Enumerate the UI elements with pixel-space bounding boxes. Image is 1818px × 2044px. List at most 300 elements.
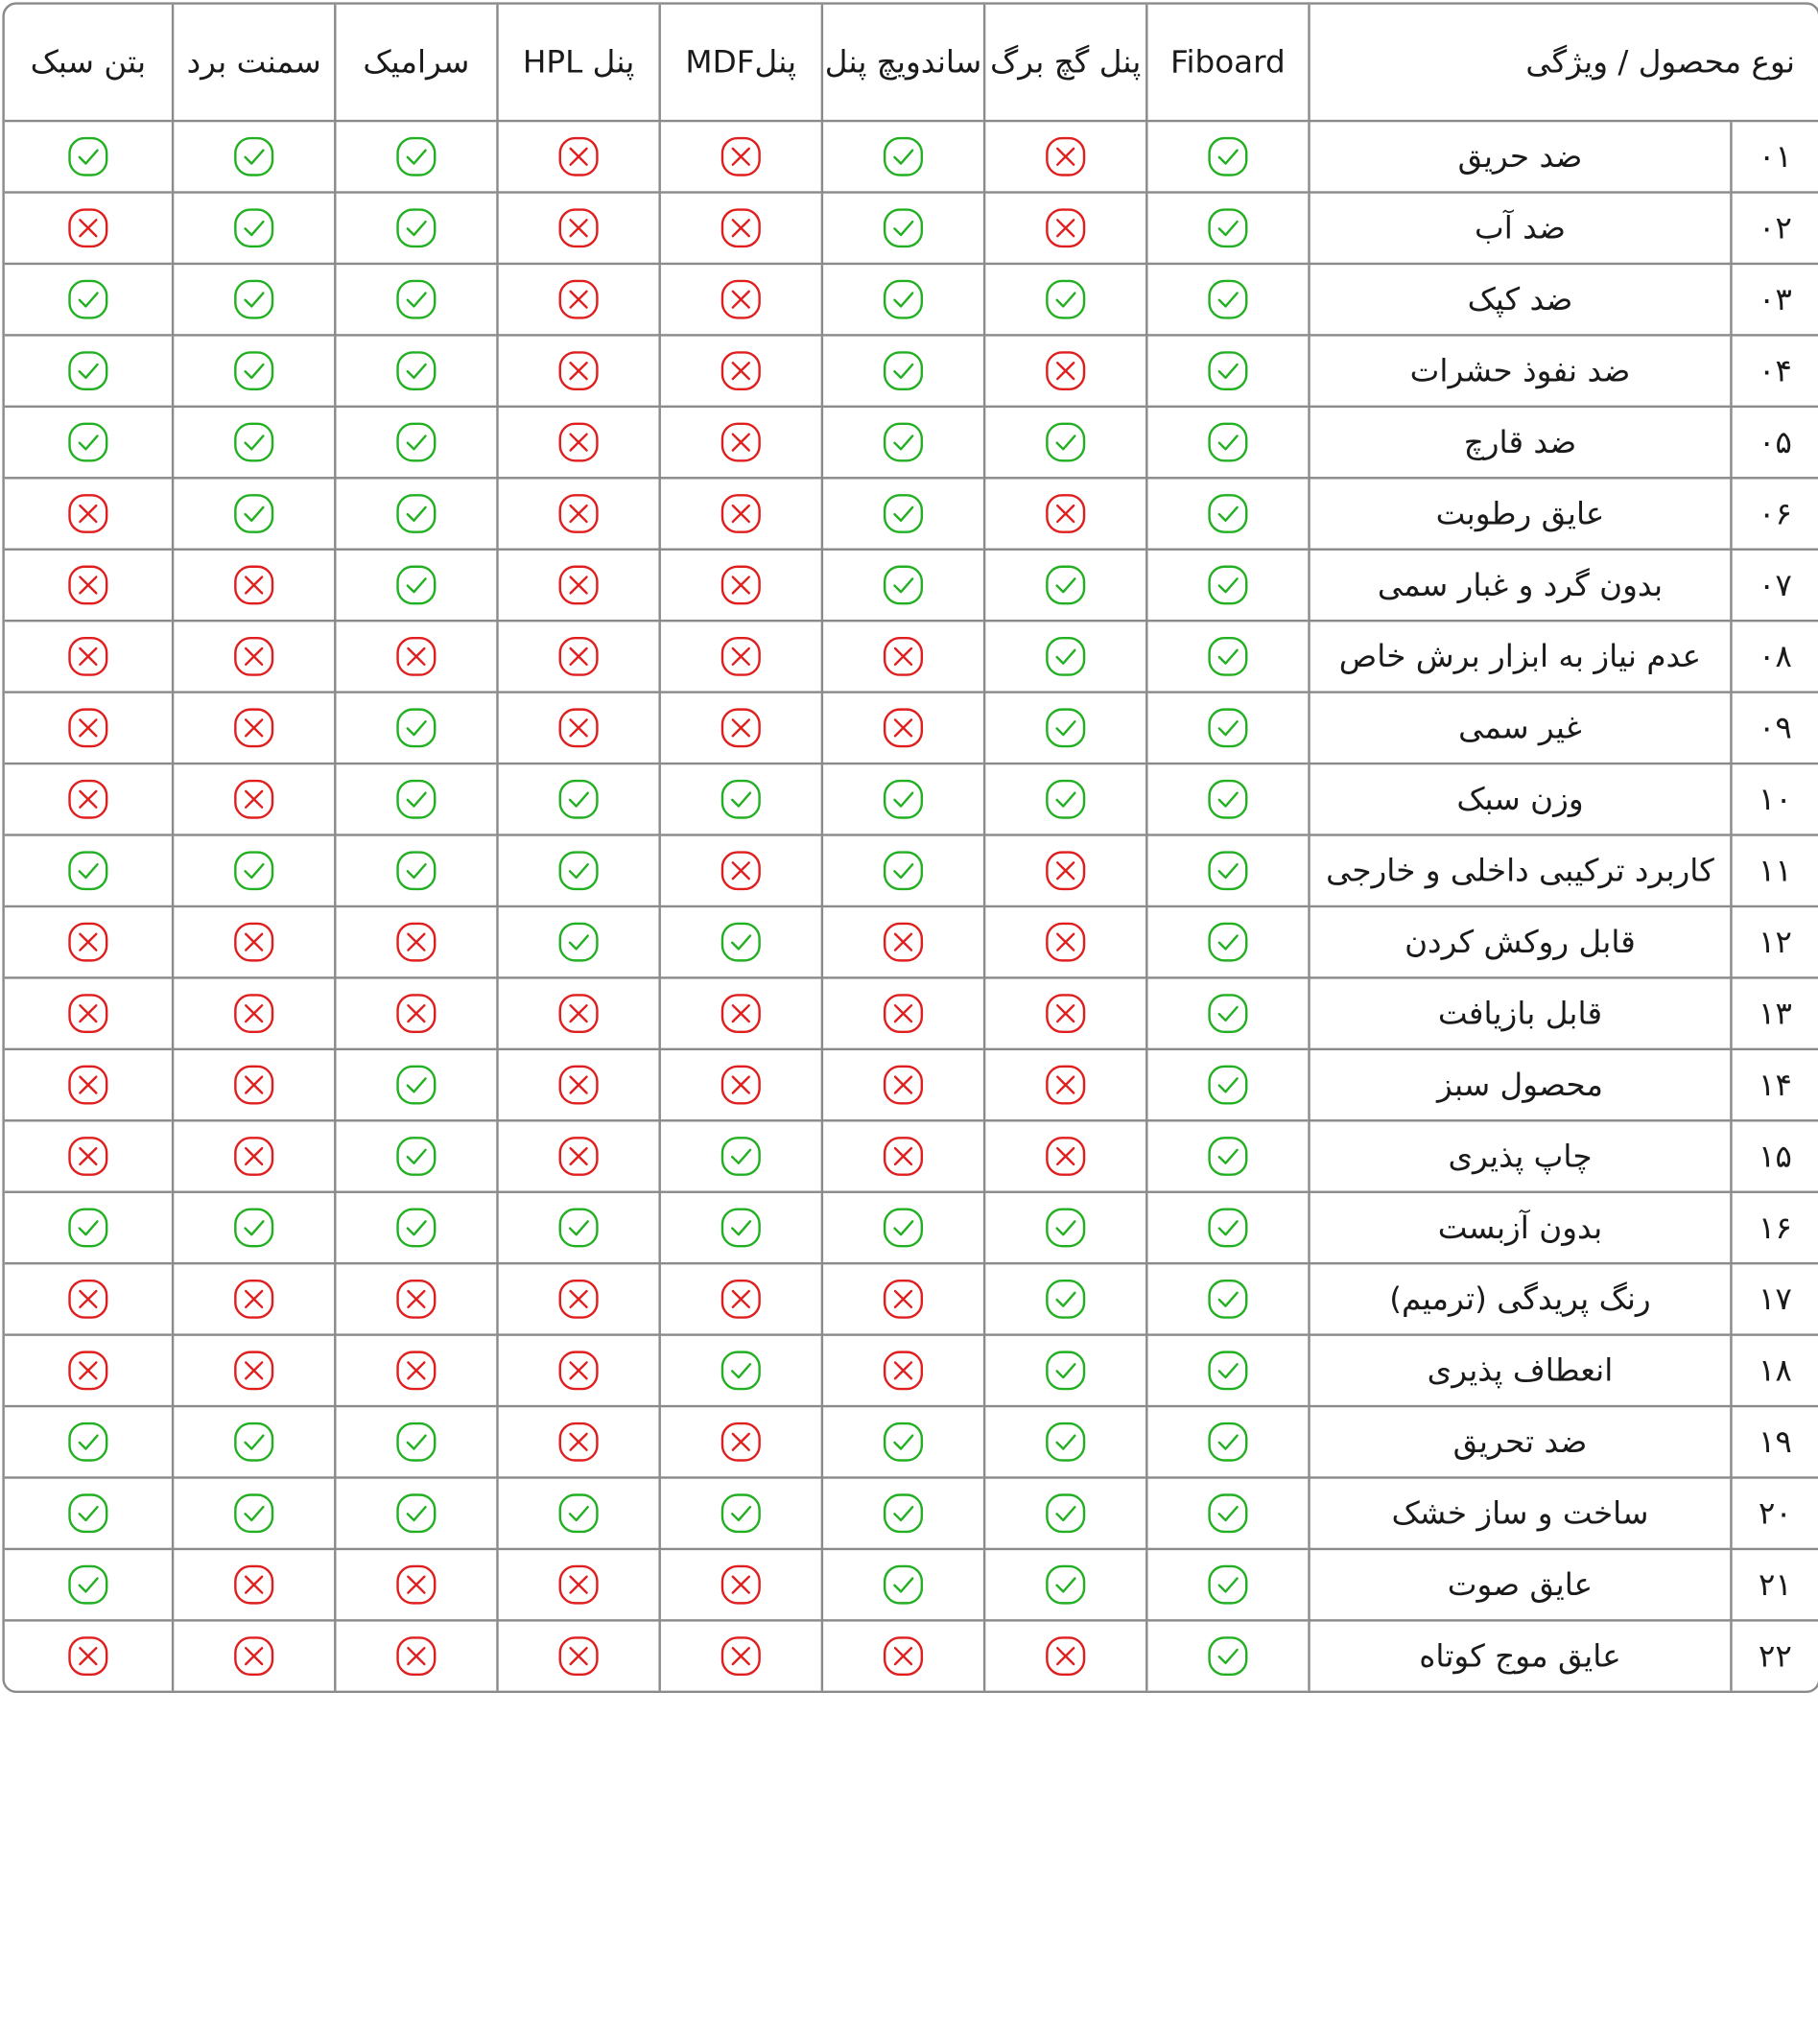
- value-cell: [496, 194, 658, 265]
- table-row: [5, 764, 1818, 835]
- value-cell: [334, 337, 496, 408]
- value-cell: [983, 479, 1145, 550]
- value-cell: [334, 1121, 496, 1192]
- check-icon: [1207, 279, 1249, 320]
- value-cell: [172, 836, 334, 907]
- value-cell: [496, 979, 658, 1050]
- value-cell: [496, 1622, 658, 1691]
- value-cell: [5, 979, 172, 1050]
- value-cell: [658, 693, 820, 764]
- value-cell: [334, 194, 496, 265]
- table-row: [5, 1193, 1818, 1264]
- check-icon: [1207, 850, 1249, 891]
- row-number: ۱۵: [1730, 1121, 1818, 1192]
- cross-icon: [233, 707, 275, 748]
- value-cell: [1145, 551, 1308, 622]
- value-cell: [496, 622, 658, 693]
- value-cell: [658, 337, 820, 408]
- value-cell: [821, 1407, 983, 1478]
- check-icon: [233, 1421, 275, 1463]
- product-column-header: پنلMDF: [658, 5, 820, 122]
- check-icon: [720, 1350, 763, 1391]
- cross-icon: [233, 1350, 275, 1391]
- check-icon: [557, 1492, 600, 1534]
- header-row: [5, 5, 1818, 122]
- check-icon: [557, 1207, 600, 1248]
- cross-icon: [67, 707, 109, 748]
- check-icon: [67, 421, 109, 462]
- value-cell: [496, 479, 658, 550]
- cross-icon: [233, 1279, 275, 1320]
- value-cell: [5, 265, 172, 336]
- cross-icon: [67, 207, 109, 248]
- cross-icon: [67, 1635, 109, 1677]
- check-icon: [1045, 636, 1087, 677]
- cross-icon: [233, 564, 275, 605]
- row-number: ۱۲: [1730, 907, 1818, 978]
- feature-label: کاربرد ترکیبی داخلی و خارجی: [1308, 836, 1730, 907]
- cross-icon: [557, 636, 600, 677]
- value-cell: [172, 1407, 334, 1478]
- table-row: [5, 979, 1818, 1050]
- check-icon: [1045, 779, 1087, 820]
- value-cell: [334, 1336, 496, 1407]
- value-cell: [1145, 337, 1308, 408]
- value-cell: [172, 479, 334, 550]
- cross-icon: [67, 922, 109, 963]
- cross-icon: [557, 564, 600, 605]
- cross-icon: [395, 636, 437, 677]
- value-cell: [658, 1050, 820, 1121]
- value-cell: [983, 1050, 1145, 1121]
- table-row: [5, 622, 1818, 693]
- value-cell: [1145, 1550, 1308, 1621]
- feature-label: قابل بازیافت: [1308, 979, 1730, 1050]
- feature-label: وزن سبک: [1308, 764, 1730, 835]
- cross-icon: [557, 1279, 600, 1320]
- feature-label: ضد حریق: [1308, 122, 1730, 193]
- value-cell: [983, 1479, 1145, 1550]
- cross-icon: [557, 1564, 600, 1606]
- value-cell: [821, 1550, 983, 1621]
- value-cell: [334, 1479, 496, 1550]
- value-cell: [172, 622, 334, 693]
- check-icon: [557, 922, 600, 963]
- value-cell: [5, 622, 172, 693]
- value-cell: [1145, 1479, 1308, 1550]
- check-icon: [720, 922, 763, 963]
- check-icon: [233, 1207, 275, 1248]
- row-number: ۰۵: [1730, 408, 1818, 479]
- value-cell: [496, 265, 658, 336]
- value-cell: [821, 764, 983, 835]
- value-cell: [496, 1479, 658, 1550]
- feature-label: عدم نیاز به ابزار برش خاص: [1308, 622, 1730, 693]
- cross-icon: [557, 1064, 600, 1105]
- value-cell: [658, 1479, 820, 1550]
- value-cell: [334, 408, 496, 479]
- cross-icon: [233, 993, 275, 1034]
- value-cell: [658, 1407, 820, 1478]
- cross-icon: [233, 922, 275, 963]
- value-cell: [983, 122, 1145, 193]
- check-icon: [233, 493, 275, 534]
- feature-label: بدون آزبست: [1308, 1193, 1730, 1264]
- cross-icon: [883, 1279, 925, 1320]
- value-cell: [983, 1550, 1145, 1621]
- row-number: ۰۹: [1730, 693, 1818, 764]
- cross-icon: [720, 1421, 763, 1463]
- cross-icon: [67, 1136, 109, 1177]
- cross-icon: [557, 707, 600, 748]
- cross-icon: [557, 350, 600, 391]
- value-cell: [658, 622, 820, 693]
- table-row: [5, 194, 1818, 265]
- feature-label: ضد نفوذ حشرات: [1308, 337, 1730, 408]
- value-cell: [334, 764, 496, 835]
- table-body: [5, 122, 1818, 1690]
- feature-column-header: نوع محصول / ویژگی: [1308, 5, 1818, 122]
- check-icon: [1207, 1635, 1249, 1677]
- check-icon: [395, 350, 437, 391]
- cross-icon: [395, 1350, 437, 1391]
- check-icon: [395, 1136, 437, 1177]
- cross-icon: [395, 1564, 437, 1606]
- check-icon: [1045, 564, 1087, 605]
- value-cell: [496, 1336, 658, 1407]
- value-cell: [496, 1050, 658, 1121]
- feature-label: عایق رطوبت: [1308, 479, 1730, 550]
- value-cell: [5, 122, 172, 193]
- cross-icon: [1045, 350, 1087, 391]
- cross-icon: [720, 850, 763, 891]
- value-cell: [496, 408, 658, 479]
- table-row: [5, 337, 1818, 408]
- value-cell: [172, 1550, 334, 1621]
- check-icon: [1045, 279, 1087, 320]
- check-icon: [883, 1207, 925, 1248]
- check-icon: [1207, 564, 1249, 605]
- cross-icon: [883, 1350, 925, 1391]
- value-cell: [172, 1336, 334, 1407]
- row-number: ۰۷: [1730, 551, 1818, 622]
- value-cell: [172, 1050, 334, 1121]
- table-row: [5, 1622, 1818, 1691]
- value-cell: [172, 1121, 334, 1192]
- value-cell: [1145, 1407, 1308, 1478]
- table-row: [5, 122, 1818, 193]
- value-cell: [983, 337, 1145, 408]
- cross-icon: [67, 779, 109, 820]
- check-icon: [720, 1136, 763, 1177]
- row-number: ۰۲: [1730, 194, 1818, 265]
- check-icon: [1045, 1564, 1087, 1606]
- value-cell: [658, 265, 820, 336]
- check-icon: [67, 1492, 109, 1534]
- check-icon: [395, 1207, 437, 1248]
- value-cell: [1145, 265, 1308, 336]
- value-cell: [5, 693, 172, 764]
- cross-icon: [1045, 850, 1087, 891]
- value-cell: [496, 764, 658, 835]
- cross-icon: [67, 564, 109, 605]
- cross-icon: [1045, 207, 1087, 248]
- table-row: [5, 907, 1818, 978]
- value-cell: [172, 764, 334, 835]
- value-cell: [334, 479, 496, 550]
- cross-icon: [233, 1564, 275, 1606]
- value-cell: [821, 1336, 983, 1407]
- check-icon: [1207, 993, 1249, 1034]
- check-icon: [395, 1492, 437, 1534]
- cross-icon: [233, 1064, 275, 1105]
- check-icon: [883, 350, 925, 391]
- cross-icon: [720, 350, 763, 391]
- value-cell: [5, 836, 172, 907]
- check-icon: [1207, 421, 1249, 462]
- value-cell: [496, 1550, 658, 1621]
- check-icon: [395, 707, 437, 748]
- cross-icon: [720, 279, 763, 320]
- value-cell: [172, 979, 334, 1050]
- value-cell: [334, 1050, 496, 1121]
- cross-icon: [720, 707, 763, 748]
- value-cell: [334, 551, 496, 622]
- cross-icon: [883, 1136, 925, 1177]
- value-cell: [172, 337, 334, 408]
- table-row: [5, 836, 1818, 907]
- check-icon: [67, 1207, 109, 1248]
- feature-label: ضد قارچ: [1308, 408, 1730, 479]
- check-icon: [233, 421, 275, 462]
- cross-icon: [67, 1350, 109, 1391]
- value-cell: [496, 1407, 658, 1478]
- value-cell: [821, 907, 983, 978]
- value-cell: [821, 1264, 983, 1335]
- cross-icon: [1045, 1136, 1087, 1177]
- cross-icon: [720, 564, 763, 605]
- row-number: ۱۱: [1730, 836, 1818, 907]
- value-cell: [983, 1407, 1145, 1478]
- value-cell: [334, 1550, 496, 1621]
- check-icon: [67, 350, 109, 391]
- cross-icon: [233, 779, 275, 820]
- cross-icon: [883, 1635, 925, 1677]
- value-cell: [1145, 836, 1308, 907]
- check-icon: [720, 779, 763, 820]
- row-number: ۱۴: [1730, 1050, 1818, 1121]
- value-cell: [658, 1264, 820, 1335]
- value-cell: [983, 979, 1145, 1050]
- check-icon: [1207, 136, 1249, 177]
- cross-icon: [67, 1279, 109, 1320]
- check-icon: [1045, 1279, 1087, 1320]
- value-cell: [496, 1193, 658, 1264]
- value-cell: [334, 836, 496, 907]
- check-icon: [883, 1421, 925, 1463]
- check-icon: [395, 1421, 437, 1463]
- cross-icon: [557, 421, 600, 462]
- row-number: ۱۳: [1730, 979, 1818, 1050]
- value-cell: [658, 1121, 820, 1192]
- check-icon: [67, 850, 109, 891]
- check-icon: [883, 1492, 925, 1534]
- value-cell: [5, 1479, 172, 1550]
- check-icon: [1207, 1350, 1249, 1391]
- value-cell: [172, 1479, 334, 1550]
- value-cell: [496, 836, 658, 907]
- value-cell: [983, 836, 1145, 907]
- value-cell: [334, 907, 496, 978]
- value-cell: [172, 194, 334, 265]
- check-icon: [1045, 421, 1087, 462]
- cross-icon: [67, 1064, 109, 1105]
- check-icon: [557, 850, 600, 891]
- value-cell: [5, 337, 172, 408]
- cross-icon: [883, 707, 925, 748]
- value-cell: [5, 1050, 172, 1121]
- cross-icon: [1045, 1635, 1087, 1677]
- value-cell: [496, 1264, 658, 1335]
- value-cell: [658, 979, 820, 1050]
- check-icon: [883, 421, 925, 462]
- check-icon: [883, 136, 925, 177]
- product-column-header: پنل گچ برگ: [983, 5, 1145, 122]
- check-icon: [233, 850, 275, 891]
- check-icon: [883, 564, 925, 605]
- value-cell: [658, 1193, 820, 1264]
- value-cell: [983, 1336, 1145, 1407]
- feature-label: چاپ پذیری: [1308, 1121, 1730, 1192]
- cross-icon: [720, 1564, 763, 1606]
- check-icon: [1207, 493, 1249, 534]
- value-cell: [334, 1264, 496, 1335]
- table-row: [5, 1264, 1818, 1335]
- check-icon: [67, 1421, 109, 1463]
- cross-icon: [557, 1421, 600, 1463]
- cross-icon: [720, 993, 763, 1034]
- value-cell: [821, 551, 983, 622]
- table-row: [5, 265, 1818, 336]
- product-column-header: Fiboard: [1145, 5, 1308, 122]
- cross-icon: [720, 1635, 763, 1677]
- value-cell: [983, 693, 1145, 764]
- cross-icon: [720, 493, 763, 534]
- row-number: ۱۹: [1730, 1407, 1818, 1478]
- row-number: ۲۱: [1730, 1550, 1818, 1621]
- value-cell: [658, 122, 820, 193]
- check-icon: [720, 1492, 763, 1534]
- value-cell: [658, 907, 820, 978]
- value-cell: [5, 479, 172, 550]
- value-cell: [1145, 1193, 1308, 1264]
- cross-icon: [1045, 993, 1087, 1034]
- check-icon: [395, 779, 437, 820]
- check-icon: [395, 493, 437, 534]
- value-cell: [1145, 1622, 1308, 1691]
- value-cell: [983, 1193, 1145, 1264]
- value-cell: [5, 551, 172, 622]
- check-icon: [1045, 1350, 1087, 1391]
- value-cell: [1145, 408, 1308, 479]
- value-cell: [983, 194, 1145, 265]
- value-cell: [172, 1193, 334, 1264]
- value-cell: [1145, 907, 1308, 978]
- table-row: [5, 479, 1818, 550]
- check-icon: [1207, 350, 1249, 391]
- table-row: [5, 1550, 1818, 1621]
- value-cell: [983, 408, 1145, 479]
- value-cell: [5, 764, 172, 835]
- value-cell: [821, 1479, 983, 1550]
- table-row: [5, 551, 1818, 622]
- cross-icon: [557, 1635, 600, 1677]
- value-cell: [821, 622, 983, 693]
- value-cell: [496, 693, 658, 764]
- value-cell: [821, 122, 983, 193]
- check-icon: [67, 136, 109, 177]
- check-icon: [1207, 1492, 1249, 1534]
- value-cell: [821, 693, 983, 764]
- cross-icon: [395, 1635, 437, 1677]
- value-cell: [1145, 764, 1308, 835]
- product-column-header: بتن سبک: [5, 5, 172, 122]
- cross-icon: [395, 922, 437, 963]
- feature-label: قابل روکش کردن: [1308, 907, 1730, 978]
- value-cell: [1145, 1336, 1308, 1407]
- value-cell: [334, 1622, 496, 1691]
- row-number: ۰۶: [1730, 479, 1818, 550]
- cross-icon: [233, 1136, 275, 1177]
- cross-icon: [720, 1064, 763, 1105]
- check-icon: [1207, 1136, 1249, 1177]
- product-column-header: پنل HPL: [496, 5, 658, 122]
- product-column-header: ساندویچ پنل: [821, 5, 983, 122]
- table-row: [5, 693, 1818, 764]
- cross-icon: [67, 636, 109, 677]
- cross-icon: [720, 421, 763, 462]
- check-icon: [1207, 1279, 1249, 1320]
- value-cell: [334, 622, 496, 693]
- value-cell: [496, 1121, 658, 1192]
- cross-icon: [883, 993, 925, 1034]
- cross-icon: [557, 1350, 600, 1391]
- value-cell: [658, 1336, 820, 1407]
- check-icon: [67, 279, 109, 320]
- row-number: ۰۳: [1730, 265, 1818, 336]
- value-cell: [983, 907, 1145, 978]
- value-cell: [658, 479, 820, 550]
- cross-icon: [557, 136, 600, 177]
- check-icon: [883, 779, 925, 820]
- value-cell: [821, 1050, 983, 1121]
- value-cell: [5, 1622, 172, 1691]
- cross-icon: [720, 636, 763, 677]
- check-icon: [395, 1064, 437, 1105]
- feature-label: غیر سمی: [1308, 693, 1730, 764]
- table-row: [5, 1407, 1818, 1478]
- value-cell: [821, 979, 983, 1050]
- value-cell: [983, 764, 1145, 835]
- check-icon: [233, 1492, 275, 1534]
- check-icon: [395, 421, 437, 462]
- table-row: [5, 408, 1818, 479]
- value-cell: [334, 122, 496, 193]
- check-icon: [1045, 1207, 1087, 1248]
- feature-label: رنگ پریدگی (ترمیم): [1308, 1264, 1730, 1335]
- product-column-header: سرامیک: [334, 5, 496, 122]
- value-cell: [172, 551, 334, 622]
